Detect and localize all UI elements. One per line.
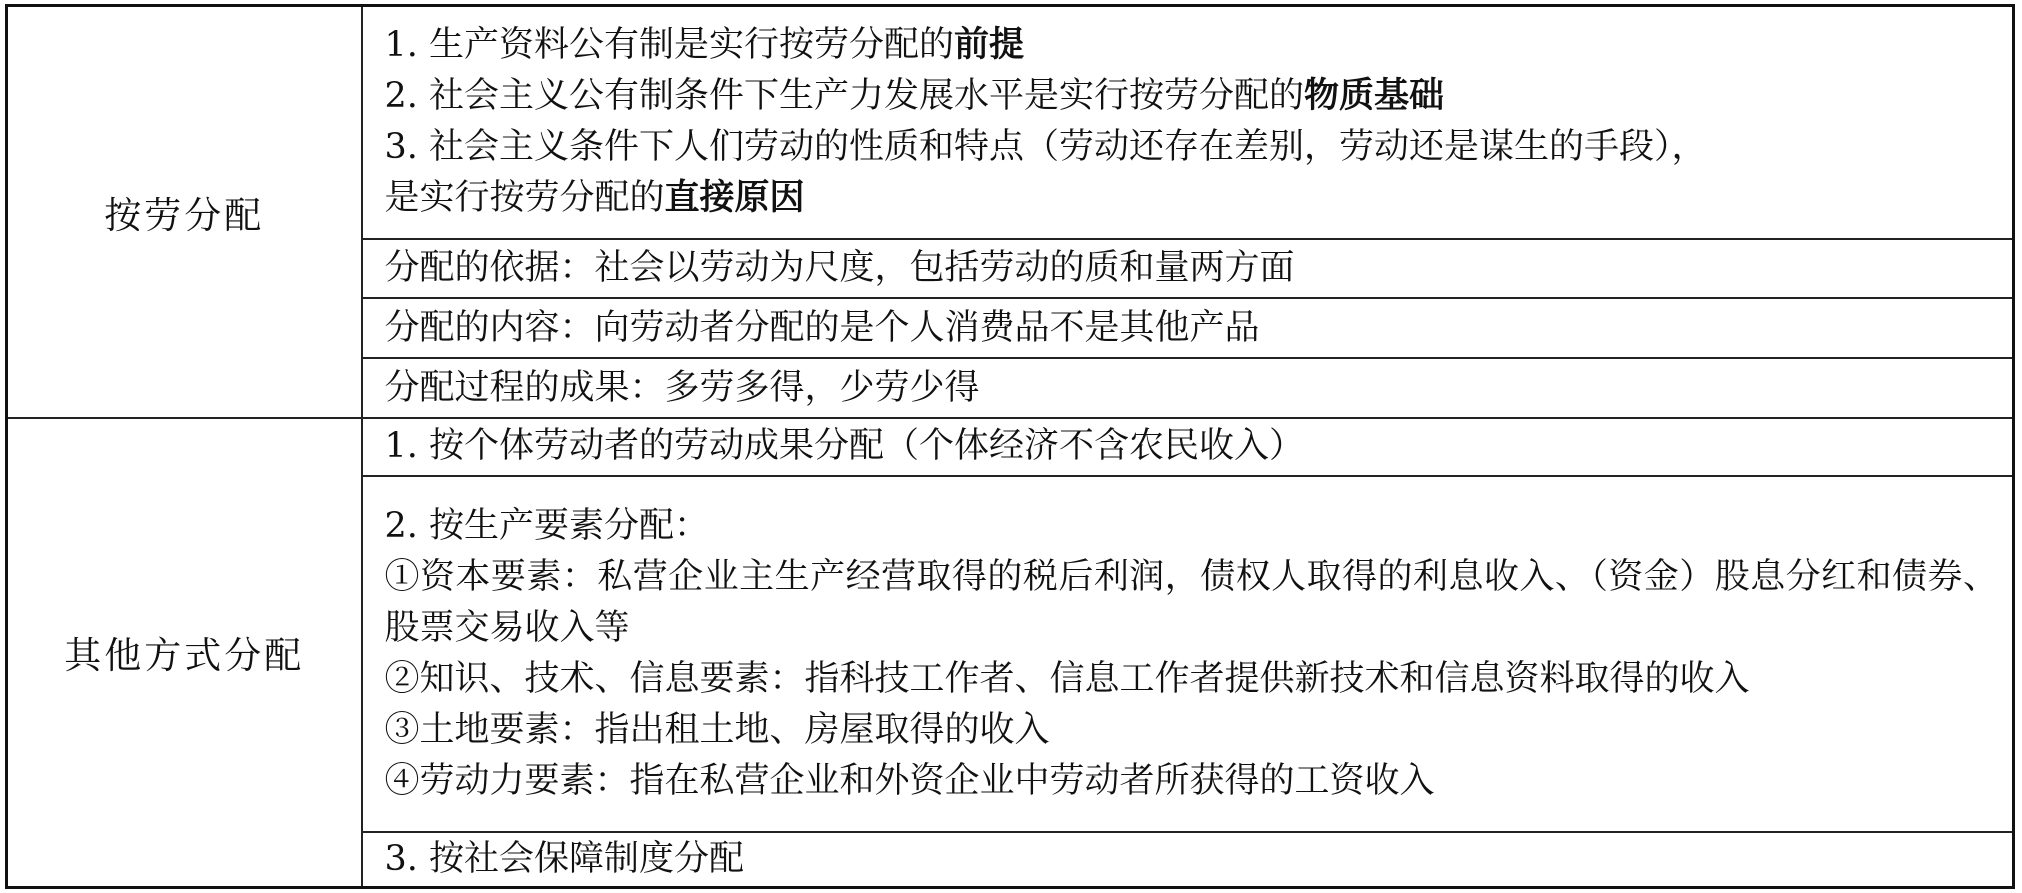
table-row (7, 418, 2014, 476)
table-cell (362, 832, 2014, 887)
cell-line (385, 173, 1999, 224)
bold-keyword: 前提 (954, 25, 1025, 66)
line-text: 1. 生产资料公有制是实行按劳分配的 (384, 25, 955, 66)
cell-line: ①资本要素：私营企业主生产经营取得的税后利润，债权人取得的利息收入、（资金）股息分红和债券、股票交易收入等 (384, 557, 1998, 649)
row-header-text: 其他方式分配 (64, 634, 305, 678)
table-cell (362, 418, 2014, 476)
cell-line: ②知识、技术、信息要素：指科技工作者、信息工作者提供新技术和信息资料取得的收入 (384, 659, 1750, 700)
line-text: 2. 社会主义公有制条件下生产力发展水平是实行按劳分配的 (384, 76, 1305, 117)
cell-line: 分配过程的成果：多劳多得，少劳少得 (384, 367, 980, 408)
cell-line: 分配的依据：社会以劳动为尺度，包括劳动的质和量两方面 (384, 247, 1295, 288)
line-text: 是实行按劳分配的 (384, 178, 665, 219)
cell-line: ③土地要素：指出租土地、房屋取得的收入 (384, 710, 1050, 751)
cell-line (385, 71, 1999, 122)
line-text: 3. 社会主义条件下人们劳动的性质和特点（劳动还存在差别，劳动还是谋生的手段）， (384, 127, 1707, 168)
row-header-other-distribution (7, 418, 362, 888)
table-cell (362, 298, 2014, 358)
table-cell (362, 6, 2014, 239)
cell-line (385, 20, 1999, 71)
row-header-labor-distribution (7, 6, 362, 418)
cell-line: 2. 按生产要素分配： (384, 506, 710, 547)
table-row (7, 6, 2014, 239)
table-cell (362, 239, 2014, 298)
table-cell (362, 358, 2014, 417)
table-cell (362, 476, 2014, 832)
distribution-table (5, 4, 2015, 889)
row-header-text: 按劳分配 (104, 193, 265, 237)
cell-line: 分配的内容：向劳动者分配的是个人消费品不是其他产品 (384, 307, 1260, 348)
cell-line: 1. 按个体劳动者的劳动成果分配（个体经济不含农民收入） (384, 426, 1305, 467)
cell-line (385, 122, 1999, 173)
cell-line: 3. 按社会保障制度分配 (384, 839, 745, 880)
cell-line: ④劳动力要素：指在私营企业和外资企业中劳动者所获得的工资收入 (384, 761, 1435, 802)
bold-keyword: 直接原因 (664, 178, 805, 219)
bold-keyword: 物质基础 (1304, 76, 1445, 117)
